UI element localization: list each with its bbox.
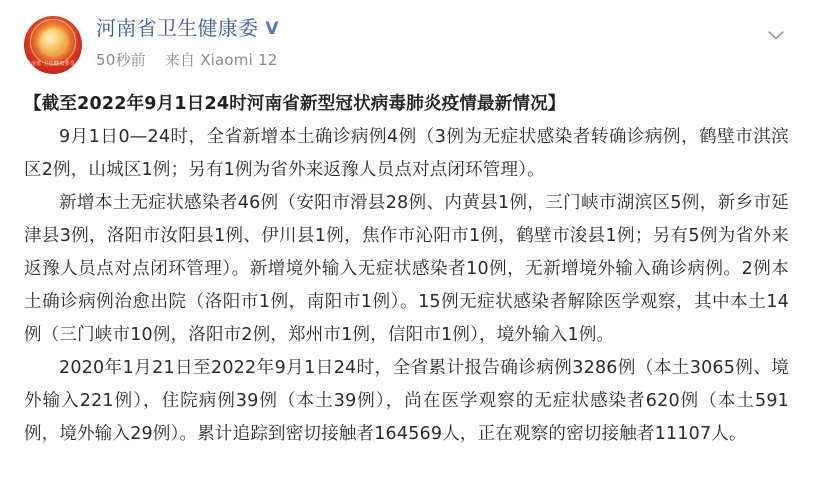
post-headline <box>24 88 789 121</box>
avatar-emblem-icon <box>40 29 66 55</box>
chevron-down-icon[interactable] <box>765 24 787 46</box>
post-header <box>24 14 789 74</box>
post-paragraph: 新增本土无症状感染者46例（安阳市滑县28例、内黄县1例，三门峡市湖滨区5例，新乡市延津县3例，洛阳市汝阳县1例、伊川县1例，焦作市沁阳市1例，鹤壁市浚县1例；另有5例为省外来返豫人员点对点闭环管理）。新增境外输入无症状感染者10例，无新增境外输入确诊病例。2例本土确诊病例治愈出院（洛阳市1例，南阳市1例）。15例无症状感染者解除医学观察，其中本土14例（三门峡市10例，洛阳市2例，郑州市1例，信阳市1例），境外输入1例。 <box>24 193 789 345</box>
post-paragraph: 2020年1月21日至2022年9月1日24时，全省累计报告确诊病例3286例（本土3065例、境外输入221例），住院病例39例（本土39例），尚在医学观察的无症状感染者620例（本土591例，境外输入29例）。累计追踪到密切接触者164569人，正在观察的密切接触者11107人。 <box>24 358 789 444</box>
account-info <box>96 14 789 70</box>
account-name-row <box>96 18 789 38</box>
post-time: 50秒前 <box>96 51 146 69</box>
post-meta <box>96 49 789 70</box>
post-source: 来自 Xiaomi 12 <box>164 51 278 69</box>
verified-badge-icon: V <box>265 18 279 39</box>
avatar-label: 河南省 卫生健康委员会 <box>25 60 81 67</box>
post-headline-text: 【截至2022年9月1日24时河南省新型冠状病毒肺炎疫情最新情况】 <box>24 94 566 114</box>
post-body <box>24 88 789 451</box>
post-paragraph: 9月1日0—24时，全省新增本土确诊病例4例（3例为无症状感染者转确诊病例，鹤壁市淇滨区2例，山城区1例；另有1例为省外来返豫人员点对点闭环管理）。 <box>24 127 789 180</box>
account-name[interactable]: 河南省卫生健康委 <box>96 16 259 40</box>
avatar[interactable] <box>24 16 82 74</box>
